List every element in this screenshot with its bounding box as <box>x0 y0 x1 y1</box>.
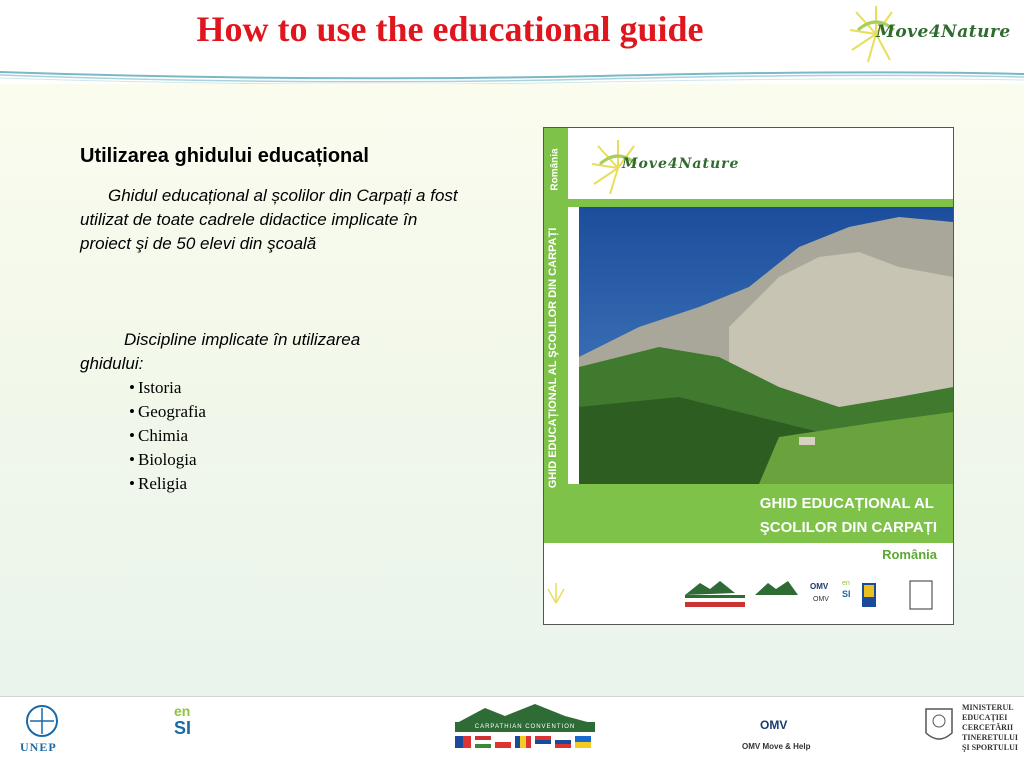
cover-top <box>544 128 953 199</box>
unep-label: UNEP <box>20 740 57 754</box>
ministry-label: MINISTERUL EDUCAȚIEI CERCETĂRII TINERETULUI ŞI SPORTULUI <box>962 703 1019 752</box>
ministry-crest-icon <box>922 705 956 749</box>
omv-move-help: OMV Move & Help <box>742 742 811 751</box>
cover-country: România <box>882 547 937 562</box>
cover-logo-text: Move4Nature <box>622 156 740 172</box>
mountain-photo <box>579 207 953 484</box>
list-item: • Geografia <box>129 402 206 421</box>
subjects-list <box>129 376 206 496</box>
slide-title: How to use the educational guide <box>196 9 704 49</box>
unep-logo-icon <box>22 704 62 738</box>
move4nature-logo <box>846 4 1016 66</box>
list-item: • Religia <box>129 474 188 493</box>
country-flags-icon <box>455 736 595 750</box>
ensi-en-text: en <box>174 703 191 719</box>
carpathian-mountains-icon <box>455 704 595 724</box>
disciplines-intro: Discipline implicate în utilizarea ghidului: <box>80 330 361 373</box>
cover-green-band <box>544 199 953 207</box>
cover-title-panel <box>568 484 953 543</box>
carpathian-convention-band: CARPATHIAN CONVENTION <box>455 722 595 732</box>
guide-cover-image <box>543 127 954 625</box>
svg-text:OMV: OMV <box>810 582 829 591</box>
omv-logo: OMV <box>760 718 788 732</box>
list-item: • Istoria <box>129 378 182 397</box>
svg-text:OMV: OMV <box>813 596 829 603</box>
cover-vertical-title: GHID EDUCAȚIONAL AL ŞCOLILOR DIN CARPAȚI <box>547 227 559 489</box>
sun-icon <box>544 543 568 624</box>
cover-bottom-stripe <box>544 543 569 624</box>
logo-text: Move4Nature <box>876 22 1011 42</box>
guide-description: Ghidul educațional al școlilor din Carpați a fost utilizat de toate cadrele didactice implicate în proiect şi de 50 elevi din şcoală <box>80 186 458 253</box>
list-item: • Biologia <box>129 450 197 469</box>
svg-text:en: en <box>842 580 850 587</box>
partner-logos-icon <box>680 577 954 617</box>
svg-text:SI: SI <box>842 589 851 599</box>
ensi-si-text: SI <box>174 718 192 738</box>
cover-bottom <box>568 543 953 624</box>
cover-country-vertical: România <box>549 148 561 191</box>
slide-header <box>0 0 1024 84</box>
section-heading: Utilizarea ghidului educațional <box>80 145 369 167</box>
list-item: • Chimia <box>129 426 189 445</box>
cover-title: GHID EDUCAȚIONAL AL ŞCOLILOR DIN CARPAȚI <box>759 495 937 536</box>
